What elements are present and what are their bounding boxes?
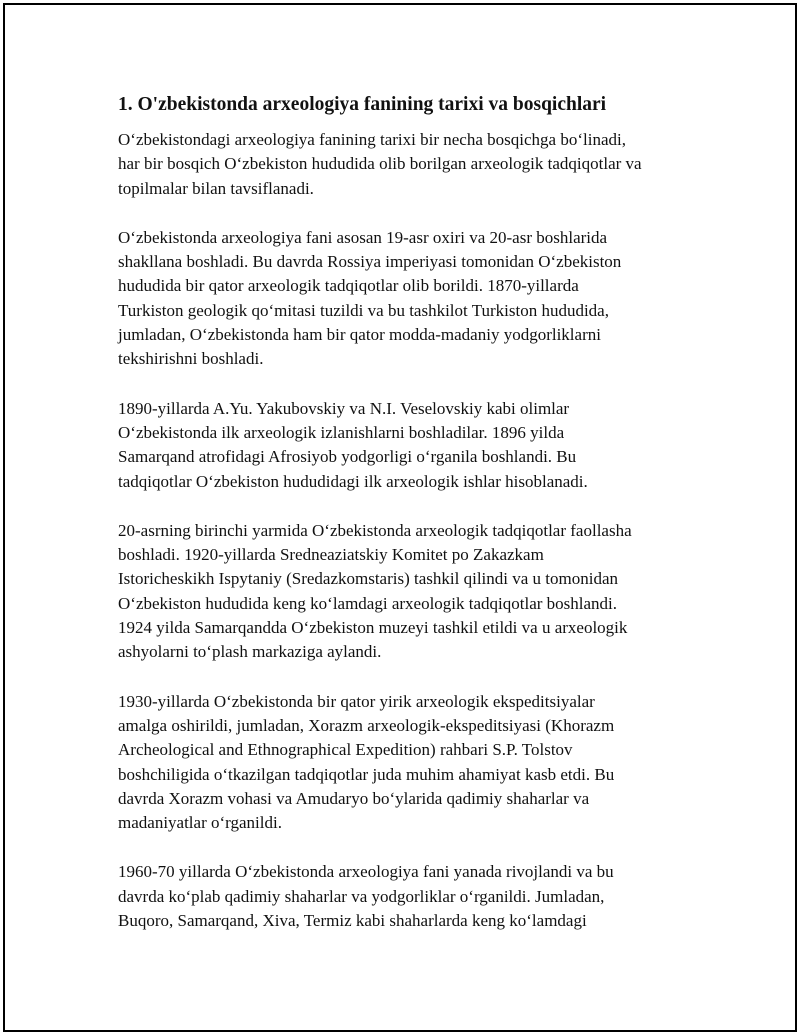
paragraph bbox=[118, 226, 698, 372]
text-line: madaniyatlar o‘rganildi. bbox=[118, 813, 282, 833]
text-line: 1960-70 yillarda O‘zbekistonda arxeologiya fani yanada rivojlandi va bu bbox=[118, 862, 614, 882]
text-line: har bir bosqich O‘zbekiston hududida olib borilgan arxeologik tadqiqotlar va bbox=[118, 154, 642, 174]
text-line: O‘zbekistonda ilk arxeologik izlanishlarni boshladilar. 1896 yilda bbox=[118, 422, 565, 442]
paragraph bbox=[118, 519, 698, 665]
paragraph bbox=[118, 690, 698, 836]
text-line: jumladan, O‘zbekistonda ham bir qator modda-madaniy yodgorliklarni bbox=[118, 325, 601, 345]
text-line: tadqiqotlar O‘zbekiston hududidagi ilk arxeologik ishlar hisoblanadi. bbox=[118, 471, 588, 491]
text-line: hududida bir qator arxeologik tadqiqotlar olib borildi. 1870-yillarda bbox=[118, 276, 579, 296]
text-line: ashyolarni to‘plash markaziga aylandi. bbox=[118, 642, 382, 662]
text-line: davrda ko‘plab qadimiy shaharlar va yodgorliklar o‘rganildi. Jumladan, bbox=[118, 886, 605, 906]
text-line: 1890-yillarda A.Yu. Yakubovskiy va N.I. Veselovskiy kabi olimlar bbox=[118, 398, 570, 418]
text-line: O‘zbekistonda arxeologiya fani asosan 19-asr oxiri va 20-asr boshlarida bbox=[118, 227, 608, 247]
text-line: 1924 yilda Samarqandda O‘zbekiston muzeyi tashkil etildi va u arxeologik bbox=[118, 618, 628, 638]
paragraph bbox=[118, 128, 698, 201]
document-title: 1. O'zbekistonda arxeologiya fanining tarixi va bosqichlari bbox=[118, 94, 607, 115]
text-line: O‘zbekistondagi arxeologiya fanining tarixi bir necha bosqichga bo‘linadi, bbox=[118, 130, 626, 149]
text-line: Archeological and Ethnographical Expedition) rahbari S.P. Tolstov bbox=[118, 740, 573, 760]
text-line: Turkiston geologik qo‘mitasi tuzildi va bu tashkilot Turkiston hududida, bbox=[118, 300, 609, 320]
text-line: 20-asrning birinchi yarmida O‘zbekistonda arxeologik tadqiqotlar faollasha bbox=[118, 520, 632, 540]
text-line: 1930-yillarda O‘zbekistonda bir qator yirik arxeologik ekspeditsiyalar bbox=[118, 691, 595, 711]
text-line: Samarqand atrofidagi Afrosiyob yodgorligi o‘rganila boshlandi. Bu bbox=[118, 447, 577, 467]
text-line: boshladi. 1920-yillarda Sredneaziatskiy Komitet po Zakazkam bbox=[118, 545, 544, 565]
text-line: shakllana boshladi. Bu davrda Rossiya imperiyasi tomonidan O‘zbekiston bbox=[118, 252, 622, 272]
text-line: amalga oshirildi, jumladan, Xorazm arxeologik-ekspeditsiyasi (Khorazm bbox=[118, 715, 615, 735]
document-body bbox=[118, 92, 698, 958]
text-line: davrda Xorazm vohasi va Amudaryo bo‘ylarida qadimiy shaharlar va bbox=[118, 788, 590, 808]
paragraph bbox=[118, 397, 698, 494]
text-line: boshchiligida o‘tkazilgan tadqiqotlar juda muhim ahamiyat kasb etdi. Bu bbox=[118, 764, 615, 784]
text-line: Buqoro, Samarqand, Xiva, Termiz kabi shaharlarda keng ko‘lamdagi bbox=[118, 911, 587, 931]
text-line: topilmalar bilan tavsiflanadi. bbox=[118, 178, 314, 198]
paragraph bbox=[118, 860, 698, 933]
text-line: tekshirishni boshladi. bbox=[118, 349, 264, 369]
text-line: O‘zbekiston hududida keng ko‘lamdagi arxeologik tadqiqotlar boshlandi. bbox=[118, 593, 618, 613]
text-line: Istoricheskikh Ispytaniy (Sredazkomstaris) tashkil qilindi va u tomonidan bbox=[118, 569, 618, 589]
